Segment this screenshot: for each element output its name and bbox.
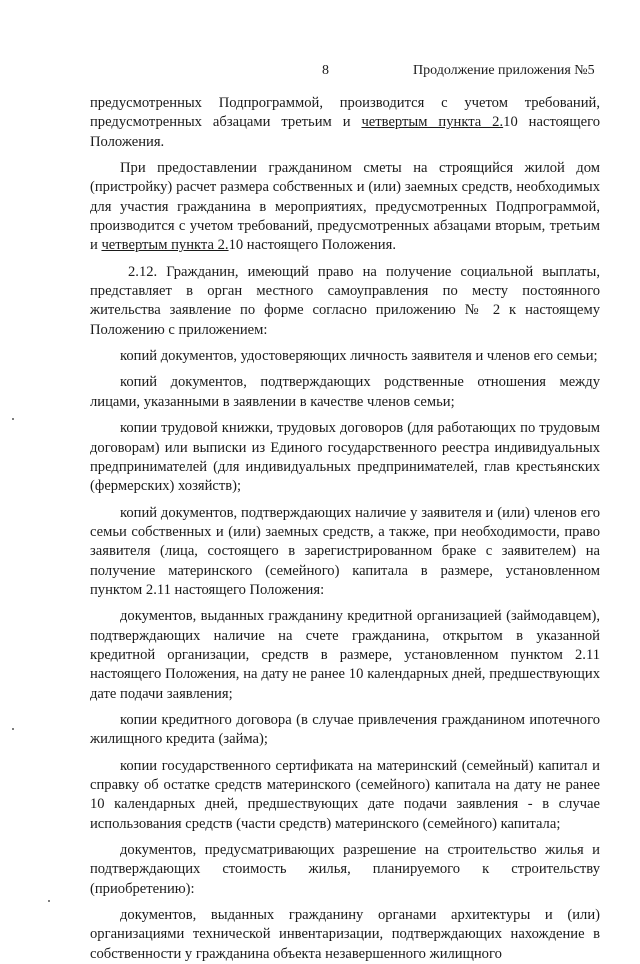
list-item: документов, выданных гражданину органами архитектуры и (или) организациями технической инвентаризации, подтверждающих нахождение в собственности у гражданина объекта незавершенного жилищного xyxy=(90,907,600,962)
annex-continuation-note: Продолжение приложения №5 xyxy=(413,63,595,78)
paragraph-calculation-continued: предусмотренных Подпрограммой, производится с учетом требований, предусмотренных абзацами третьим и четвертым пункта 2.10 настоящего Положения. xyxy=(90,95,600,150)
list-item: копии государственного сертификата на материнский (семейный) капитал и справку об остатке средств материнского (семейного) капитала на дату не ранее 10 календарных дней, предшествующих дате подачи заявления - в случае использования средств (части средств) материнского (семейного) капитала; xyxy=(90,757,600,832)
document-body xyxy=(90,94,600,964)
list-item: копии кредитного договора (в случае привлечения гражданином ипотечного жилищного кредита (займа); xyxy=(90,711,600,748)
list-item: копий документов, удостоверяющих личность заявителя и членов его семьи; xyxy=(120,348,598,365)
page-number: 8 xyxy=(322,63,329,78)
scan-speck xyxy=(48,900,50,902)
scan-speck xyxy=(12,728,14,730)
list-item: копии трудовой книжки, трудовых договоров (для работающих по трудовым договорам) или выписки из Единого государственного реестра индивидуальных предпринимателей (для индивидуальных предпринимателей, глав крестьянских (фермерских) хозяйств); xyxy=(90,420,600,495)
underlined-reference: четвертым пункта 2. xyxy=(361,114,504,131)
underlined-reference: четвертым пункта 2. xyxy=(101,237,229,254)
scan-speck xyxy=(12,418,14,420)
list-item: копий документов, подтверждающих родственные отношения между лицами, указанными в заявлении в качестве членов семьи; xyxy=(90,374,600,410)
paragraph-2-12: 2.12. Гражданин, имеющий право на получение социальной выплаты, представляет в орган местного самоуправления по месту постоянного жительства заявление по форме согласно приложению № 2 к настоящему Положению с приложением: xyxy=(90,263,600,338)
list-item: документов, выданных гражданину кредитной организацией (займодавцем), подтверждающих наличие на счете гражданина, открытом в указанной кредитной организации, средств в размере, установленном пунктом 2.11 настоящего Положения, на дату не ранее 10 календарных дней, предшествующих дате подачи заявления; xyxy=(90,608,600,702)
paragraph-estimate: При предоставлении гражданином сметы на строящийся жилой дом (пристройку) расчет размера собственных и (или) заемных средств, необходимых для участия гражданина в мероприятиях, предусмотренных Подпрограммой, производится с учетом требований, предусмотренных абзацами вторым, третьим и четвертым пункта 2.10 настоящего Положения. xyxy=(90,160,600,254)
list-item: документов, предусматривающих разрешение на строительство жилья и подтверждающих стоимость жилья, планируемого к строительству (приобретению): xyxy=(90,842,600,897)
list-item: копий документов, подтверждающих наличие у заявителя и (или) членов его семьи собственных и (или) заемных средств, а также, при необходимости, право заявителя (лица, состоящего в зарегистрированном браке с заявителем) на получение материнского (семейного) капитала в размере, установленном пунктом 2.11 настоящего Положения: xyxy=(90,504,600,598)
